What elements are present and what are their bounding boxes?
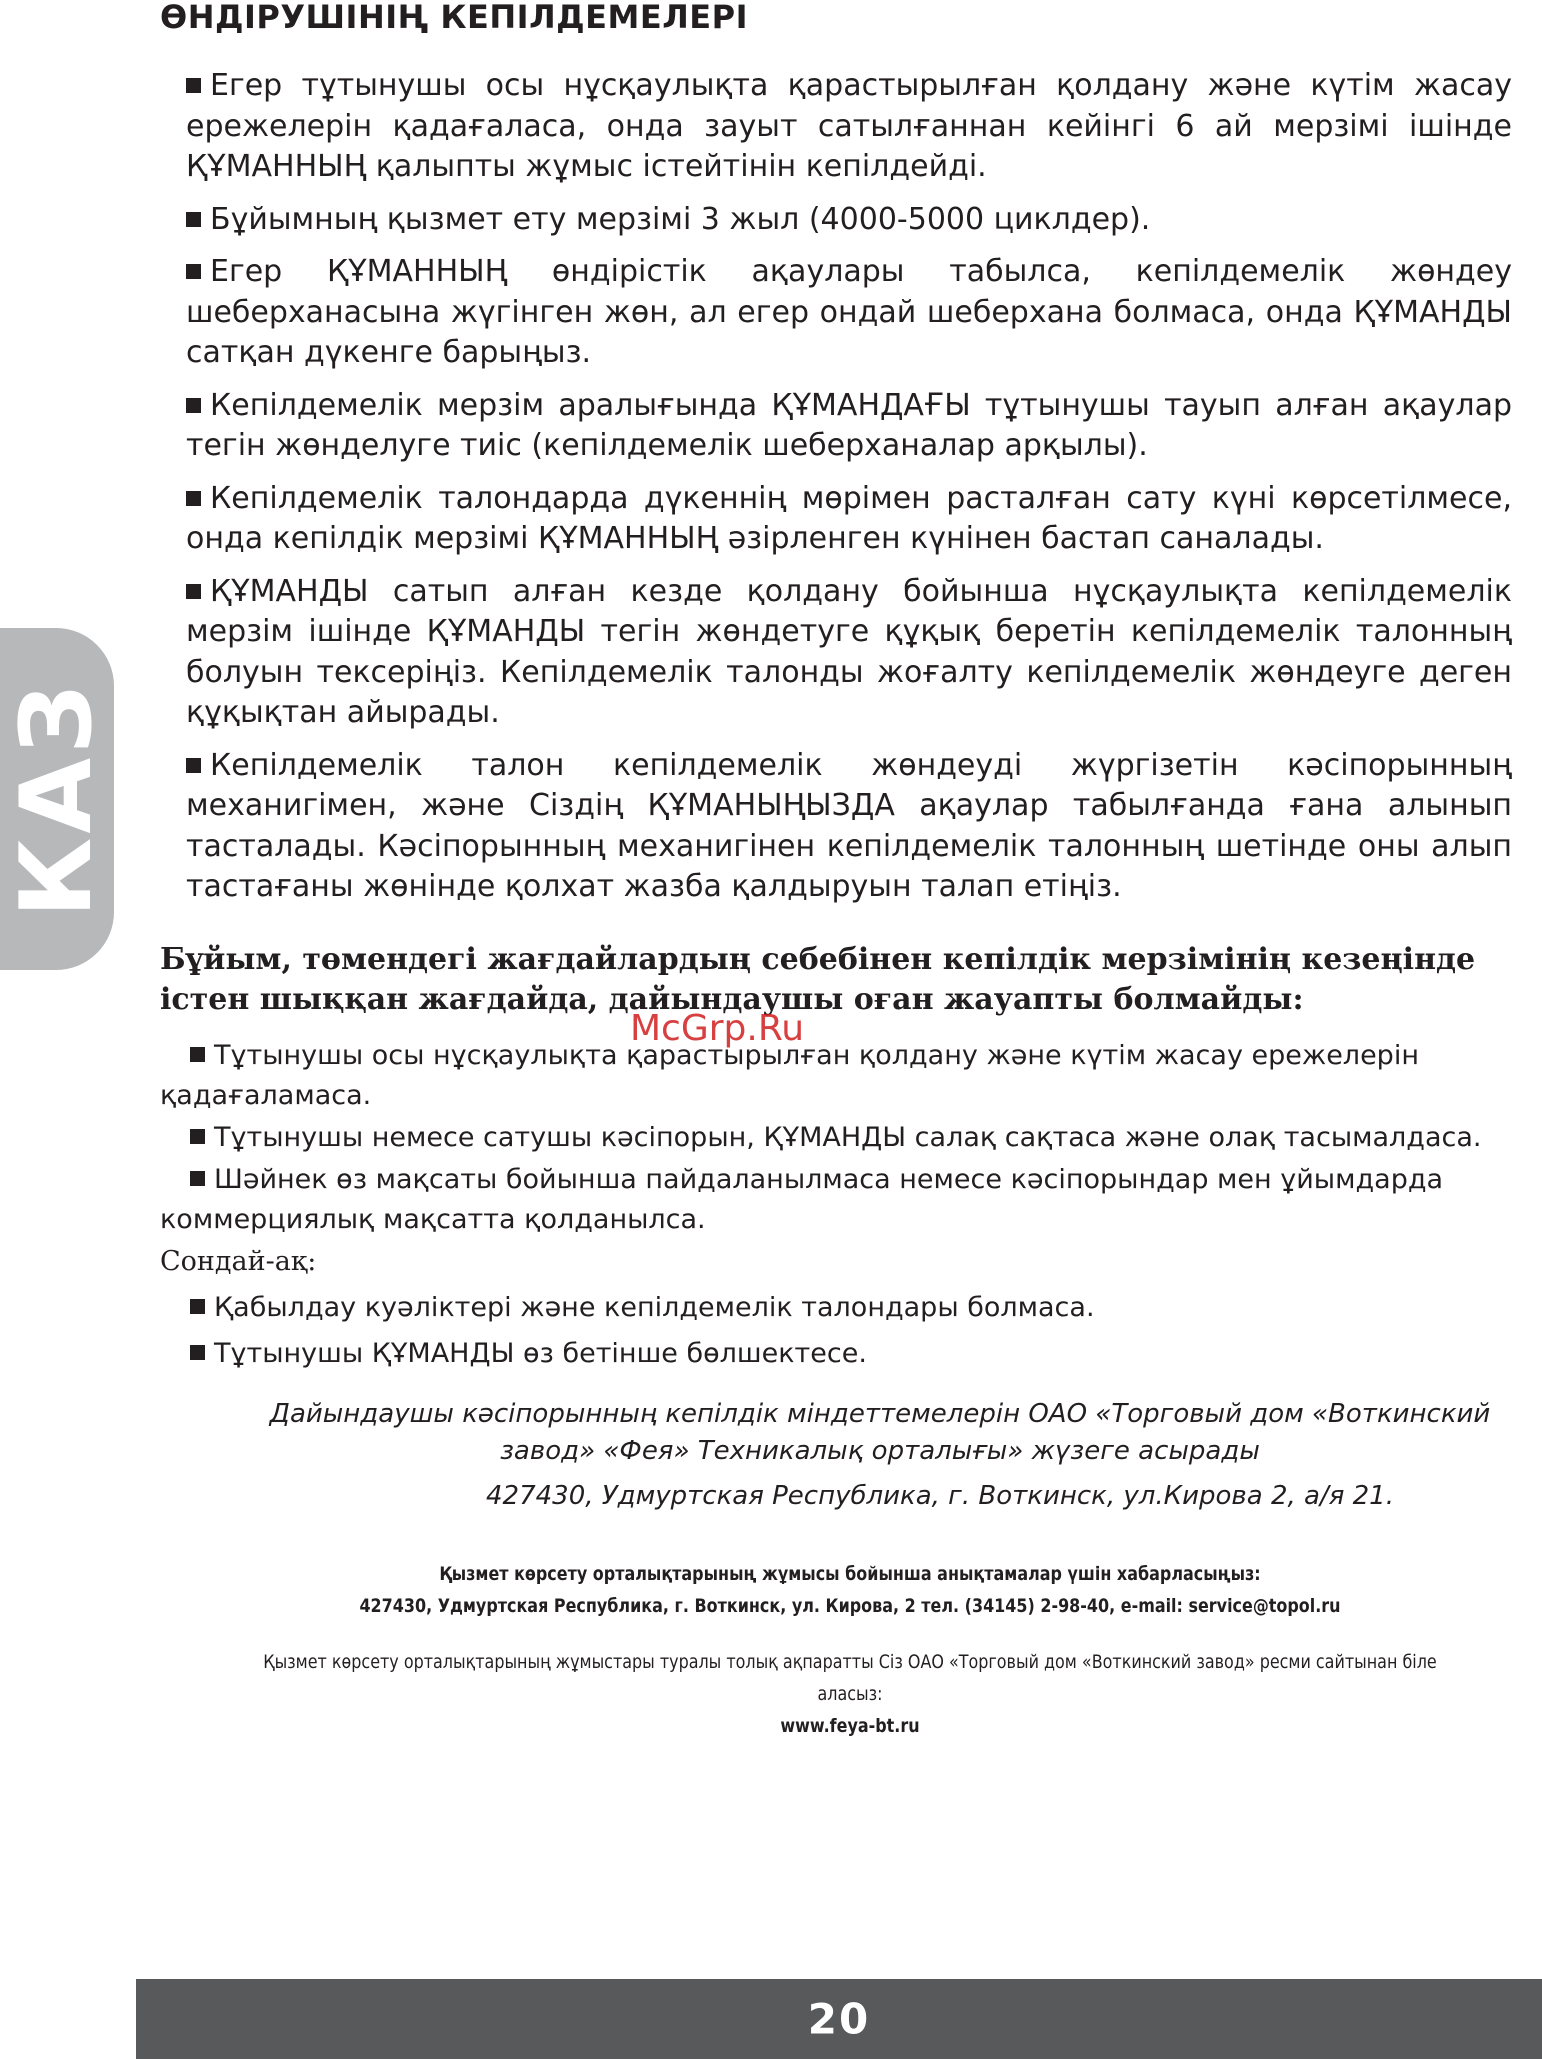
square-bullet-icon (190, 1345, 205, 1360)
condition-item-text: Тұтынушы осы нұсқаулықта қарастырылған қолдану және күтім жасау ережелерін қадағаламаса. (160, 1040, 1419, 1111)
square-bullet-icon (186, 212, 201, 227)
warranty-item (186, 479, 1512, 560)
also-item-text: Қабылдау куәліктері және кепілдемелік талондары болмаса. (214, 1292, 1095, 1323)
square-bullet-icon (190, 1299, 205, 1314)
square-bullet-icon (186, 584, 201, 599)
also-item (160, 1288, 1500, 1328)
warranty-item-text: ҚҰМАНДЫ сатып алған кезде қолдану бойынша нұсқаулықта кепілдемелік мерзім ішінде ҚҰМАНДЫ тегін жөндетуге құқық беретін кепілдемелік талонның болуын тексеріңіз. Кепілдемелік талонды жоғалту кепілдемелік жөндеуге деген құқықтан айырады. (186, 573, 1512, 730)
company-block (240, 1396, 1520, 1515)
condition-item (160, 1160, 1500, 1240)
website-link[interactable]: www.feya-bt.ru (780, 1715, 920, 1737)
company-statement: Дайындаушы кәсіпорынның кепілдік міндеттемелерін ОАО «Торговый дом «Воткинский завод» «Фея» Техникалық орталығы» жүзеге асырады (269, 1399, 1491, 1466)
condition-item (160, 1118, 1500, 1158)
footer-bar (136, 1979, 1542, 2059)
condition-item-text: Шәйнек өз мақсаты бойынша пайдаланылмаса немесе кәсіпорындар мен ұйымдарда коммерциялық мақсатта қолданылса. (160, 1164, 1444, 1235)
also-label: Сондай-ақ: (160, 1246, 317, 1277)
square-bullet-icon (190, 1129, 205, 1144)
square-bullet-icon (186, 758, 201, 773)
also-item (160, 1334, 1500, 1374)
warranty-item (186, 386, 1512, 467)
condition-item (160, 1036, 1500, 1116)
square-bullet-icon (190, 1047, 205, 1062)
warranty-list (186, 66, 1512, 920)
contacts-heading: Қызмет көрсету орталықтарының жұмысы бойынша анықтамалар үшін хабарласыңыз: (439, 1563, 1261, 1585)
warranty-item-text: Егер тұтынушы осы нұсқаулықта қарастырылған қолдану және күтім жасау ережелерін қадағаласа, онда зауыт сатылғаннан кейінгі 6 ай мерзімі ішінде ҚҰМАННЫҢ қалыпты жұмыс істейтінін кепілдейді. (186, 68, 1512, 184)
warranty-item-text: Бұйымның қызмет ету мерзімі 3 жыл (4000-5000 циклдер). (210, 201, 1151, 237)
conditions-title: Бұйым, төмендегі жағдайлардың себебінен кепілдік мерзімінің кезеңінде істен шыққан жағдайда, дайындаушы оған жауапты болмайды: (160, 942, 1476, 1017)
watermark-text: McGrp.Ru (630, 1008, 805, 1049)
page-number: 20 (807, 1994, 871, 2044)
warranty-item (186, 572, 1512, 734)
service-contacts (254, 1558, 1447, 1622)
condition-item-text: Тұтынушы немесе сатушы кәсіпорын, ҚҰМАНДЫ салақ сақтаса және олақ тасымалдаса. (214, 1122, 1482, 1153)
warranty-item (186, 746, 1512, 908)
service-info (254, 1646, 1447, 1742)
square-bullet-icon (186, 398, 201, 413)
square-bullet-icon (190, 1171, 205, 1186)
warranty-item (186, 66, 1512, 188)
language-side-tab (0, 628, 114, 970)
warranty-item-text: Кепілдемелік талон кепілдемелік жөндеуді жүргізетін кәсіпорынның механигімен, және Сіздің ҚҰМАНЫҢЫЗДА ақаулар табылғанда ғана алынып тасталады. Кәсіпорынның механигінен кепілдемелік талонның шетінде оны алып тастағаны жөнінде қолхат жазба қалдыруын талап етіңіз. (186, 747, 1512, 904)
warranty-item-text: Егер ҚҰМАННЫҢ өндірістік ақаулары табылса, кепілдемелік жөндеу шеберханасына жүгінген жөн, ал егер ондай шеберхана болмаса, онда ҚҰМАНДЫ сатқан дүкенге барыңыз. (186, 254, 1512, 370)
also-item-text: Тұтынушы ҚҰМАНДЫ өз бетінше бөлшектесе. (214, 1338, 867, 1369)
warranty-item (186, 200, 1512, 241)
info-text: Қызмет көрсету орталықтарының жұмыстары туралы толық ақпаратты Сіз ОАО «Торговый дом «Воткинский завод» ресми сайтынан біле аласыз: (263, 1651, 1437, 1705)
contacts-details: 427430, Удмуртская Республика, г. Воткинск, ул. Кирова, 2 тел. (34145) 2-98-40, e-mail: service@topol.ru (359, 1595, 1341, 1617)
square-bullet-icon (186, 491, 201, 506)
conditions-list (160, 1036, 1500, 1376)
company-address: 427430, Удмуртская Республика, г. Воткинск, ул.Кирова 2, а/я 21. (486, 1481, 1394, 1511)
language-tab-label: КАЗ (0, 680, 114, 918)
square-bullet-icon (186, 78, 201, 93)
warranty-item-text: Кепілдемелік талондарда дүкеннің мөрімен расталған сату күні көрсетілмесе, онда кепілдік мерзімі ҚҰМАННЫҢ әзірленген күнінен бастап саналады. (186, 480, 1512, 556)
page-heading: ӨНДІРУШІНІҢ КЕПІЛДЕМЕЛЕРІ (160, 0, 749, 36)
warranty-item (186, 252, 1512, 374)
square-bullet-icon (186, 264, 201, 279)
warranty-item-text: Кепілдемелік мерзім аралығында ҚҰМАНДАҒЫ тұтынушы тауып алған ақаулар тегін жөнделуге тиіс (кепілдемелік шеберханалар арқылы). (186, 387, 1512, 463)
